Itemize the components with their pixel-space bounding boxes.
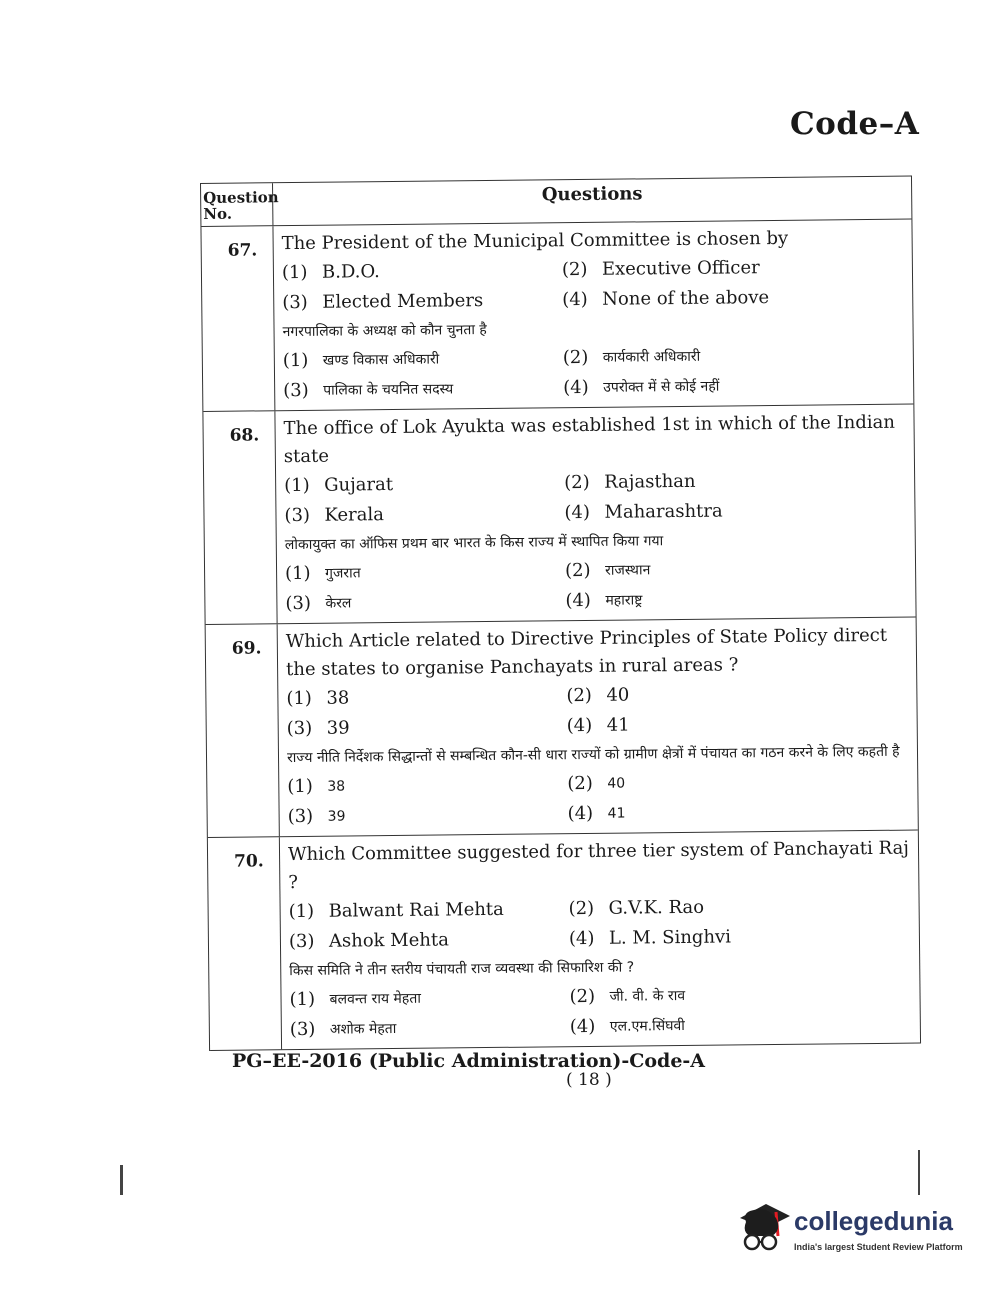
option-number: (2) xyxy=(569,985,596,1008)
option-number: (3) xyxy=(284,504,311,527)
option-text: L. M. Singhvi xyxy=(608,926,732,949)
option-text: 40 xyxy=(606,684,630,706)
option-text: B.D.O. xyxy=(321,261,380,283)
option-text: Gujarat xyxy=(324,473,394,496)
question-body xyxy=(280,831,920,1050)
option-text: 39 xyxy=(326,717,350,739)
option-number: (2) xyxy=(564,559,591,582)
question-body xyxy=(275,405,915,624)
question-row xyxy=(201,220,913,412)
options-english xyxy=(288,891,913,958)
option-number: (2) xyxy=(566,684,592,707)
option-text: कार्यकारी अधिकारी xyxy=(602,348,701,366)
paper-code: Code–A xyxy=(790,106,920,142)
option-number: (3) xyxy=(289,1018,316,1041)
option-number: (1) xyxy=(281,261,308,284)
brand-tagline: India's largest Student Review Platform xyxy=(794,1242,963,1252)
option-hindi xyxy=(567,766,911,800)
option-english xyxy=(284,468,564,501)
option-text: 39 xyxy=(327,808,346,825)
page-number: ( 18 ) xyxy=(566,1070,612,1090)
option-number: (1) xyxy=(288,900,315,923)
option-english xyxy=(564,465,908,499)
option-english xyxy=(562,282,906,316)
option-number: (4) xyxy=(565,589,592,612)
option-hindi xyxy=(285,556,565,589)
option-number: (3) xyxy=(283,379,309,402)
option-number: (1) xyxy=(282,349,309,372)
option-text: खण्ड विकास अधिकारी xyxy=(322,351,440,369)
option-english xyxy=(289,924,569,957)
option-text: Executive Officer xyxy=(601,257,760,280)
option-number: (4) xyxy=(562,288,588,311)
option-text: Ashok Mehta xyxy=(328,929,449,952)
option-hindi xyxy=(283,373,563,406)
options-hindi xyxy=(283,340,908,407)
option-hindi xyxy=(563,370,907,404)
option-number: (4) xyxy=(567,802,594,825)
question-table xyxy=(200,176,921,1051)
option-number: (4) xyxy=(566,714,593,737)
option-number: (4) xyxy=(568,927,595,950)
option-text: Kerala xyxy=(324,504,385,526)
question-text-english: The President of the Municipal Committee is chosen by xyxy=(281,227,789,255)
option-text: 40 xyxy=(607,775,626,792)
option-english xyxy=(567,708,911,742)
option-text: 41 xyxy=(606,714,630,736)
option-english xyxy=(282,255,562,288)
option-text: उपरोक्त में से कोई नहीं xyxy=(603,378,720,396)
option-hindi xyxy=(569,979,913,1013)
option-hindi xyxy=(289,982,569,1015)
option-text: None of the above xyxy=(602,287,770,310)
option-text: एल.एम.सिंघवी xyxy=(609,1017,685,1035)
option-text: 41 xyxy=(607,805,626,822)
option-number: (3) xyxy=(286,717,313,740)
option-hindi xyxy=(565,583,909,617)
option-number: (4) xyxy=(563,376,589,399)
question-text-hindi: लोकायुक्त का ऑफिस प्रथम बार भारत के किस राज्य में स्थापित किया गया xyxy=(284,533,664,554)
scan-mark-left xyxy=(120,1165,123,1195)
question-body xyxy=(278,618,918,837)
question-text-english: The office of Lok Ayukta was established 1st in which of the Indian state xyxy=(283,411,896,468)
question-text-hindi: नगरपालिका के अध्यक्ष को कौन चुनता है xyxy=(282,322,487,341)
option-text: महाराष्ट्र xyxy=(605,592,643,609)
options-hindi xyxy=(287,766,912,833)
question-row xyxy=(203,405,915,625)
option-text: 38 xyxy=(327,778,346,795)
column-questions: Questions xyxy=(541,183,643,206)
question-number: 67. xyxy=(201,226,275,411)
option-text: Balwant Rai Mehta xyxy=(328,898,504,922)
option-text: Rajasthan xyxy=(604,470,696,493)
option-english xyxy=(564,495,908,529)
option-number: (4) xyxy=(564,501,591,524)
option-number: (2) xyxy=(562,346,589,369)
option-number: (3) xyxy=(288,930,315,953)
option-hindi xyxy=(570,1009,914,1043)
option-hindi xyxy=(285,586,565,619)
option-hindi xyxy=(287,769,567,802)
option-english xyxy=(569,921,913,955)
option-english xyxy=(284,498,564,531)
option-text: अशोक मेहता xyxy=(329,1020,397,1038)
option-number: (4) xyxy=(569,1015,596,1038)
question-number: 69. xyxy=(206,624,280,837)
options-english xyxy=(284,465,909,532)
question-text-hindi: राज्य नीति निर्देशक सिद्धान्तों से सम्बन्धित कौन-सी धारा राज्यों को ग्रामीण क्षेत्रों में पंचायत का गठन करने के लिए कहती है xyxy=(286,743,900,767)
option-number: (2) xyxy=(564,471,590,494)
question-body xyxy=(273,220,913,411)
option-text: गुजरात xyxy=(325,565,361,582)
question-row xyxy=(206,618,918,838)
option-hindi xyxy=(563,340,907,374)
option-text: पालिका के चयनित सदस्य xyxy=(323,381,454,399)
option-number: (2) xyxy=(561,258,588,281)
question-number: 70. xyxy=(208,837,282,1050)
table-header xyxy=(201,177,911,227)
footer-title: PG–EE-2016 (Public Administration)-Code-A xyxy=(232,1050,706,1072)
option-number: (2) xyxy=(567,772,593,795)
option-hindi xyxy=(290,1012,570,1045)
question-rows xyxy=(201,220,920,1051)
question-text-english: Which Committee suggested for three tier system of Panchayati Raj ? xyxy=(287,837,909,894)
option-number: (1) xyxy=(284,562,311,585)
option-hindi xyxy=(567,796,911,830)
column-question-no: Question No. xyxy=(201,183,273,226)
option-text: जी. वी. के राव xyxy=(609,987,686,1005)
options-hindi xyxy=(289,979,914,1046)
option-english xyxy=(566,678,910,712)
student-mascot-icon xyxy=(736,1196,792,1258)
option-text: Elected Members xyxy=(322,290,484,313)
question-text-english: Which Article related to Directive Principles of State Policy direct the states to organise Panchayats in rural areas ? xyxy=(285,624,888,681)
option-english xyxy=(288,894,568,927)
scan-mark-right xyxy=(918,1150,920,1195)
option-text: Maharashtra xyxy=(604,500,723,523)
question-text-hindi: किस समिति ने तीन स्तरीय पंचायती राज व्यवस्था की सिफारिश की ? xyxy=(289,959,635,980)
option-english xyxy=(282,285,562,318)
option-english xyxy=(562,252,906,286)
option-number: (3) xyxy=(285,592,312,615)
option-number: (1) xyxy=(286,687,313,710)
option-text: केरल xyxy=(325,595,352,612)
option-number: (1) xyxy=(289,988,316,1011)
option-text: 38 xyxy=(326,687,350,709)
option-number: (3) xyxy=(287,805,314,828)
option-number: (2) xyxy=(568,897,595,920)
option-number: (3) xyxy=(282,291,308,314)
option-hindi xyxy=(283,343,563,376)
option-english xyxy=(287,711,567,744)
option-text: बलवन्त राय मेहता xyxy=(329,990,421,1008)
option-text: G.V.K. Rao xyxy=(608,896,705,919)
option-hindi xyxy=(287,799,567,832)
options-english xyxy=(286,678,911,745)
option-number: (1) xyxy=(287,775,313,798)
option-number: (1) xyxy=(284,474,310,497)
options-english xyxy=(282,252,907,319)
option-text: राजस्थान xyxy=(604,562,651,579)
brand-name: collegedunia xyxy=(794,1206,953,1236)
options-hindi xyxy=(285,553,910,620)
question-number: 68. xyxy=(203,411,277,624)
watermark-logo xyxy=(736,1196,961,1266)
question-row xyxy=(208,831,920,1051)
option-english xyxy=(286,681,566,714)
option-hindi xyxy=(565,553,909,587)
option-english xyxy=(568,891,912,925)
